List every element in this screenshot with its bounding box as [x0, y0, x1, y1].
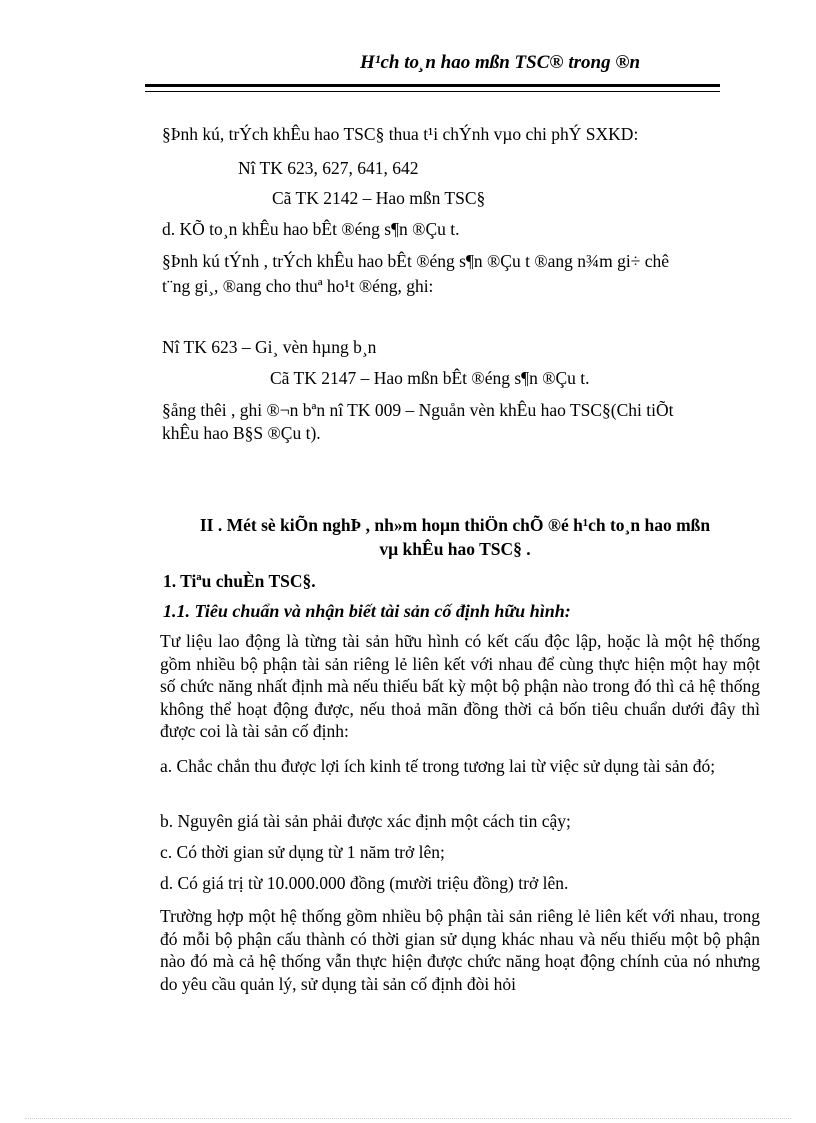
text-line: d. KÕ to¸n khÊu hao bÊt ®éng s¶n ®Çu t. [162, 219, 460, 239]
text-line: Nî TK 623 – Gi¸ vèn hµng b¸n [162, 337, 377, 357]
section-heading [155, 513, 755, 561]
text-line: Cã TK 2147 – Hao mßn bÊt ®éng s¶n ®Çu t. [270, 368, 590, 388]
subsection-heading-italic: 1.1. Tiêu chuẩn và nhận biết tài sản cố định hữu hình: [163, 601, 571, 621]
list-item: c. Có thời gian sử dụng từ 1 năm trở lên; [160, 842, 445, 862]
section-heading-line: vµ khÊu hao TSC§ . [379, 539, 531, 559]
text-line: khÊu hao B§S ®Çu t). [162, 423, 321, 443]
section-heading-line: II . Mét sè kiÕn nghÞ , nh»m hoµn thiÖn chÕ ®é h¹ch to¸n hao mßn [199, 515, 711, 535]
list-item: d. Có giá trị từ 10.000.000 đồng (mười triệu đồng) trở lên. [160, 873, 569, 893]
list-item: b. Nguyên giá tài sản phải được xác định một cách tin cậy; [160, 811, 571, 831]
header-double-rule [145, 84, 720, 92]
text-line: t¨ng gi¸, ®ang cho thuª ho¹t ®éng, ghi: [162, 276, 434, 296]
text-line: §Þnh kú tÝnh , trÝch khÊu hao bÊt ®éng s¶n ®Çu t ®ang n¾m gi÷ chê [162, 251, 670, 271]
text-line: §Þnh kú, trÝch khÊu hao TSC§ thua t¹i chÝnh vµo chi phÝ SXKD: [162, 124, 639, 144]
running-header-title: H¹ch to¸n hao mßn TSC® trong ®n [360, 52, 641, 73]
list-item: a. Chắc chắn thu được lợi ích kinh tế trong tương lai từ việc sử dụng tài sản đó; [160, 756, 716, 776]
text-line: Cã TK 2142 – Hao mßn TSC§ [272, 188, 486, 208]
text-line: §ång thêi , ghi ®¬n bªn nî TK 009 – Nguån vèn khÊu hao TSC§(Chi tiÕt [162, 400, 674, 420]
subsection-heading: 1. Tiªu chuÈn TSC§. [163, 571, 316, 591]
page-bottom-border [25, 1118, 791, 1119]
text-line: Nî TK 623, 627, 641, 642 [238, 158, 419, 178]
body-paragraph: Trường hợp một hệ thống gồm nhiều bộ phận tài sản riêng lẻ liên kết với nhau, trong đó mỗi bộ phận cấu thành có thời gian sử dụng khác nhau và nếu thiếu một bộ phận nào đó mà cả hệ thống vẫn thực hiện được chức năng hoạt động chính của nó nhưng do yêu cầu quản lý, sử dụng tài sản cố định đòi hỏi [160, 906, 760, 994]
body-paragraph: Tư liệu lao động là từng tài sản hữu hình có kết cấu độc lập, hoặc là một hệ thống gồm nhiều bộ phận tài sản riêng lẻ liên kết với nhau để cùng thực hiện một hay một số chức năng nhất định mà nếu thiếu bất kỳ một bộ phận nào trong đó thì cả hệ thống không thể hoạt động được, nếu thoả mãn đồng thời cả bốn tiêu chuẩn dưới đây thì được coi là tài sản cố định: [160, 631, 760, 741]
